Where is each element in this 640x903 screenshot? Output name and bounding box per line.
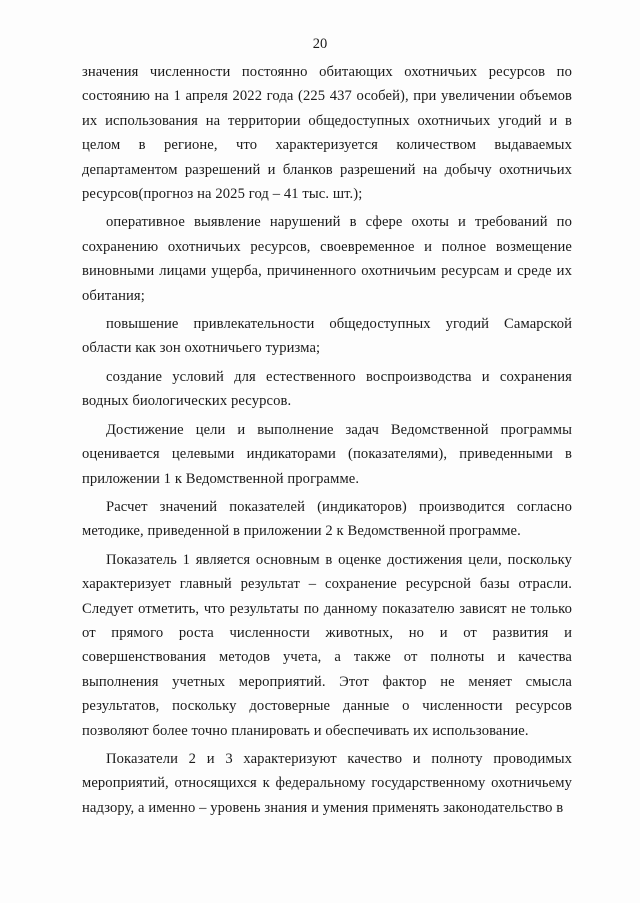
- paragraph-continuation: значения численности постоянно обитающих охотничьих ресурсов по состоянию на 1 апреля 2022 года (225 437 особей), при увеличении объемов их использования на территории общедоступных охотничьих угодий и в целом в регионе, что характеризуется количеством выдаваемых департаментом разрешений и бланков разрешений на добычу охотничьих ресурсов(прогноз на 2025 год – 41 тыс. шт.);: [82, 64, 572, 203]
- paragraph-task-attractiveness: повышение привлекательности общедоступных угодий Самарской области как зон охотничьего туризма;: [82, 316, 572, 357]
- page-number: 20: [312, 36, 328, 52]
- paragraph-task-violations: оперативное выявление нарушений в сфере охоты и требований по сохранению охотничьих ресурсов, своевременное и полное возмещение виновными лицами ущерба, причиненного охотничьим ресурсам и среде их обитания;: [82, 214, 572, 304]
- paragraph-calculation: Расчет значений показателей (индикаторов) производится согласно методике, приведенной в приложении 2 к Ведомственной программе.: [82, 498, 572, 540]
- paragraph-indicators: Достижение цели и выполнение задач Ведомственной программы оценивается целевыми индикаторами (показателями), приведенными в приложении 1 к Ведомственной программе.: [82, 421, 572, 487]
- document-body: [82, 60, 572, 820]
- paragraph-indicators-2-3: Показатели 2 и 3 характеризуют качество и полноту проводимых мероприятий, относящихся к федеральному государственному охотничьему надзору, а именно – уровень знания и умения применять законодательство в: [82, 750, 572, 816]
- paragraph-task-reproduction: создание условий для естественного воспроизводства и сохранения водных биологических ресурсов.: [82, 368, 572, 410]
- paragraph-indicator-1: Показатель 1 является основным в оценке достижения цели, поскольку характеризует главный результат – сохранение ресурсной базы отрасли. Следует отметить, что результаты по данному показателю зависят не только от прямого роста численности животных, но и от развития и совершенствования методов учета, а также от полноты и качества выполнения учетных мероприятий. Этот фактор не меняет смысла результатов, поскольку достоверные данные о численности ресурсов позволяют более точно планировать и обеспечивать их использование.: [82, 551, 572, 739]
